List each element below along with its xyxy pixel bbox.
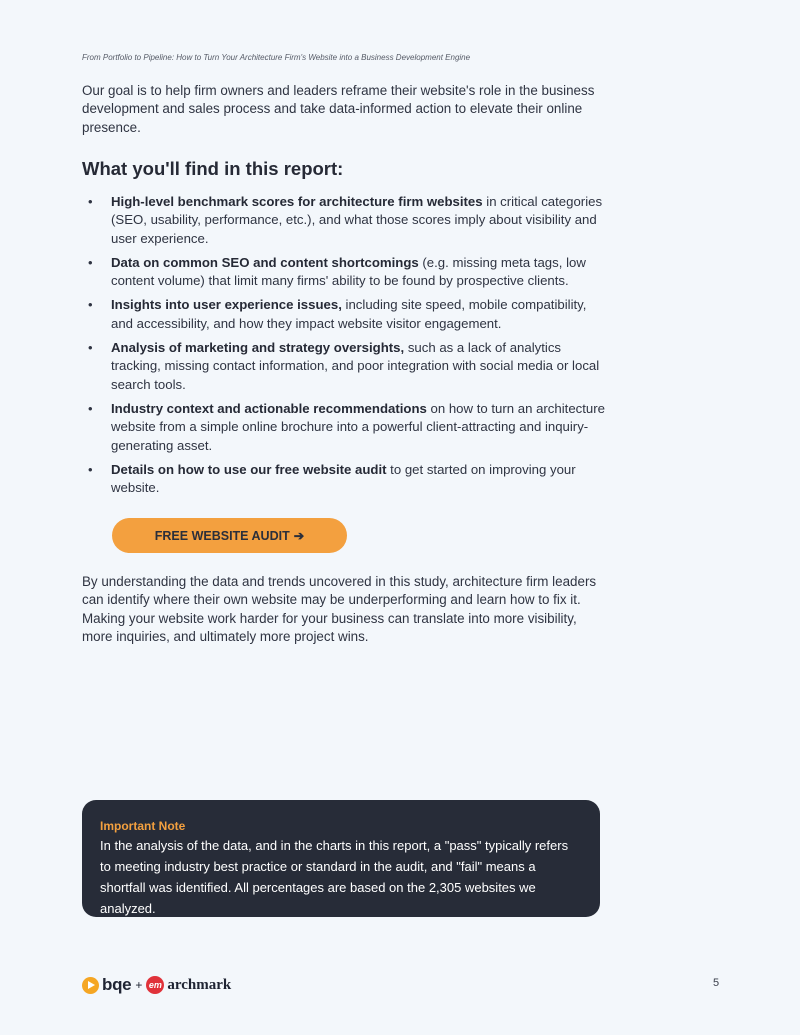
note-body: In the analysis of the data, and in the charts in this report, a "pass" typically refers to meeting industry best practice or standard in the audit, and "fail" means a shortfall was identified. All percentages are based on the 2,305 websites we analyzed. [100, 838, 569, 916]
list-item-text: (e.g. missing meta tags, low content volume) that limit many firms' ability to be found by prospective clients. [111, 254, 586, 289]
report-contents-list [82, 193, 612, 503]
list-item [82, 254, 612, 291]
bullet-icon: • [88, 400, 93, 416]
bqe-logo-text: bqe [102, 975, 132, 994]
logo-plus: + [135, 978, 143, 992]
list-item-text: including site speed, mobile compatibility, and accessibility, and how they impact website visitor engagement. [111, 297, 587, 331]
section-title: What you'll find in this report: [82, 158, 344, 179]
list-item [82, 193, 612, 248]
bullet-icon: • [88, 194, 93, 209]
bullet-icon: • [88, 461, 93, 477]
em-logo-badge: em [146, 976, 164, 994]
free-website-audit-button[interactable] [112, 518, 347, 553]
running-header: From Portfolio to Pipeline: How to Turn Your Architecture Firm's Website into a Business Development Engine [82, 53, 471, 62]
list-item-bold: Insights into user experience issues, [111, 297, 342, 313]
note-title: Important Note [100, 819, 186, 833]
closing-paragraph: By understanding the data and trends uncovered in this study, architecture firm leaders can identify where their own website may be underperforming and learn how to fix it. Making your website work harder for your business can translate into more visibility, more inquiries, and ultimately more project wins. [82, 574, 597, 644]
list-item-text: on how to turn an architecture website from a simple online brochure into a powerful client-attracting and inquiry-generating asset. [111, 400, 605, 453]
bullet-icon: • [88, 297, 93, 313]
archmark-logo-text: archmark [167, 976, 232, 993]
list-item [82, 339, 612, 394]
list-item-bold: High-level benchmark scores for architecture firm websites [111, 194, 483, 209]
footer-logo [82, 975, 231, 995]
play-circle-icon [82, 977, 99, 994]
list-item-bold: Analysis of marketing and strategy oversights, [111, 340, 405, 356]
page-number: 5 [713, 977, 720, 989]
list-item-text: such as a lack of analytics tracking, missing contact information, and poor integration with social media or local search tools. [111, 340, 600, 392]
list-item [82, 461, 612, 498]
cta-label: FREE WEBSITE AUDIT [154, 528, 290, 543]
list-item [82, 296, 612, 333]
list-item-bold: Details on how to use our free website audit [111, 461, 387, 477]
bullet-icon: • [88, 340, 93, 356]
arrow-right-icon: ➔ [293, 529, 305, 543]
intro-paragraph: Our goal is to help firm owners and leaders reframe their website's role in the business development and sales process and take data-informed action to elevate their online presence. [82, 83, 595, 135]
list-item [82, 400, 612, 455]
list-item-bold: Data on common SEO and content shortcomings [111, 254, 419, 270]
bullet-icon: • [88, 254, 93, 270]
list-item-bold: Industry context and actionable recommendations [111, 400, 427, 416]
list-item-text: to get started on improving your website. [111, 461, 576, 496]
important-note-box [82, 800, 600, 917]
list-item-text: in critical categories (SEO, usability, performance, etc.), and what those scores imply about visibility and user experience. [111, 194, 603, 246]
